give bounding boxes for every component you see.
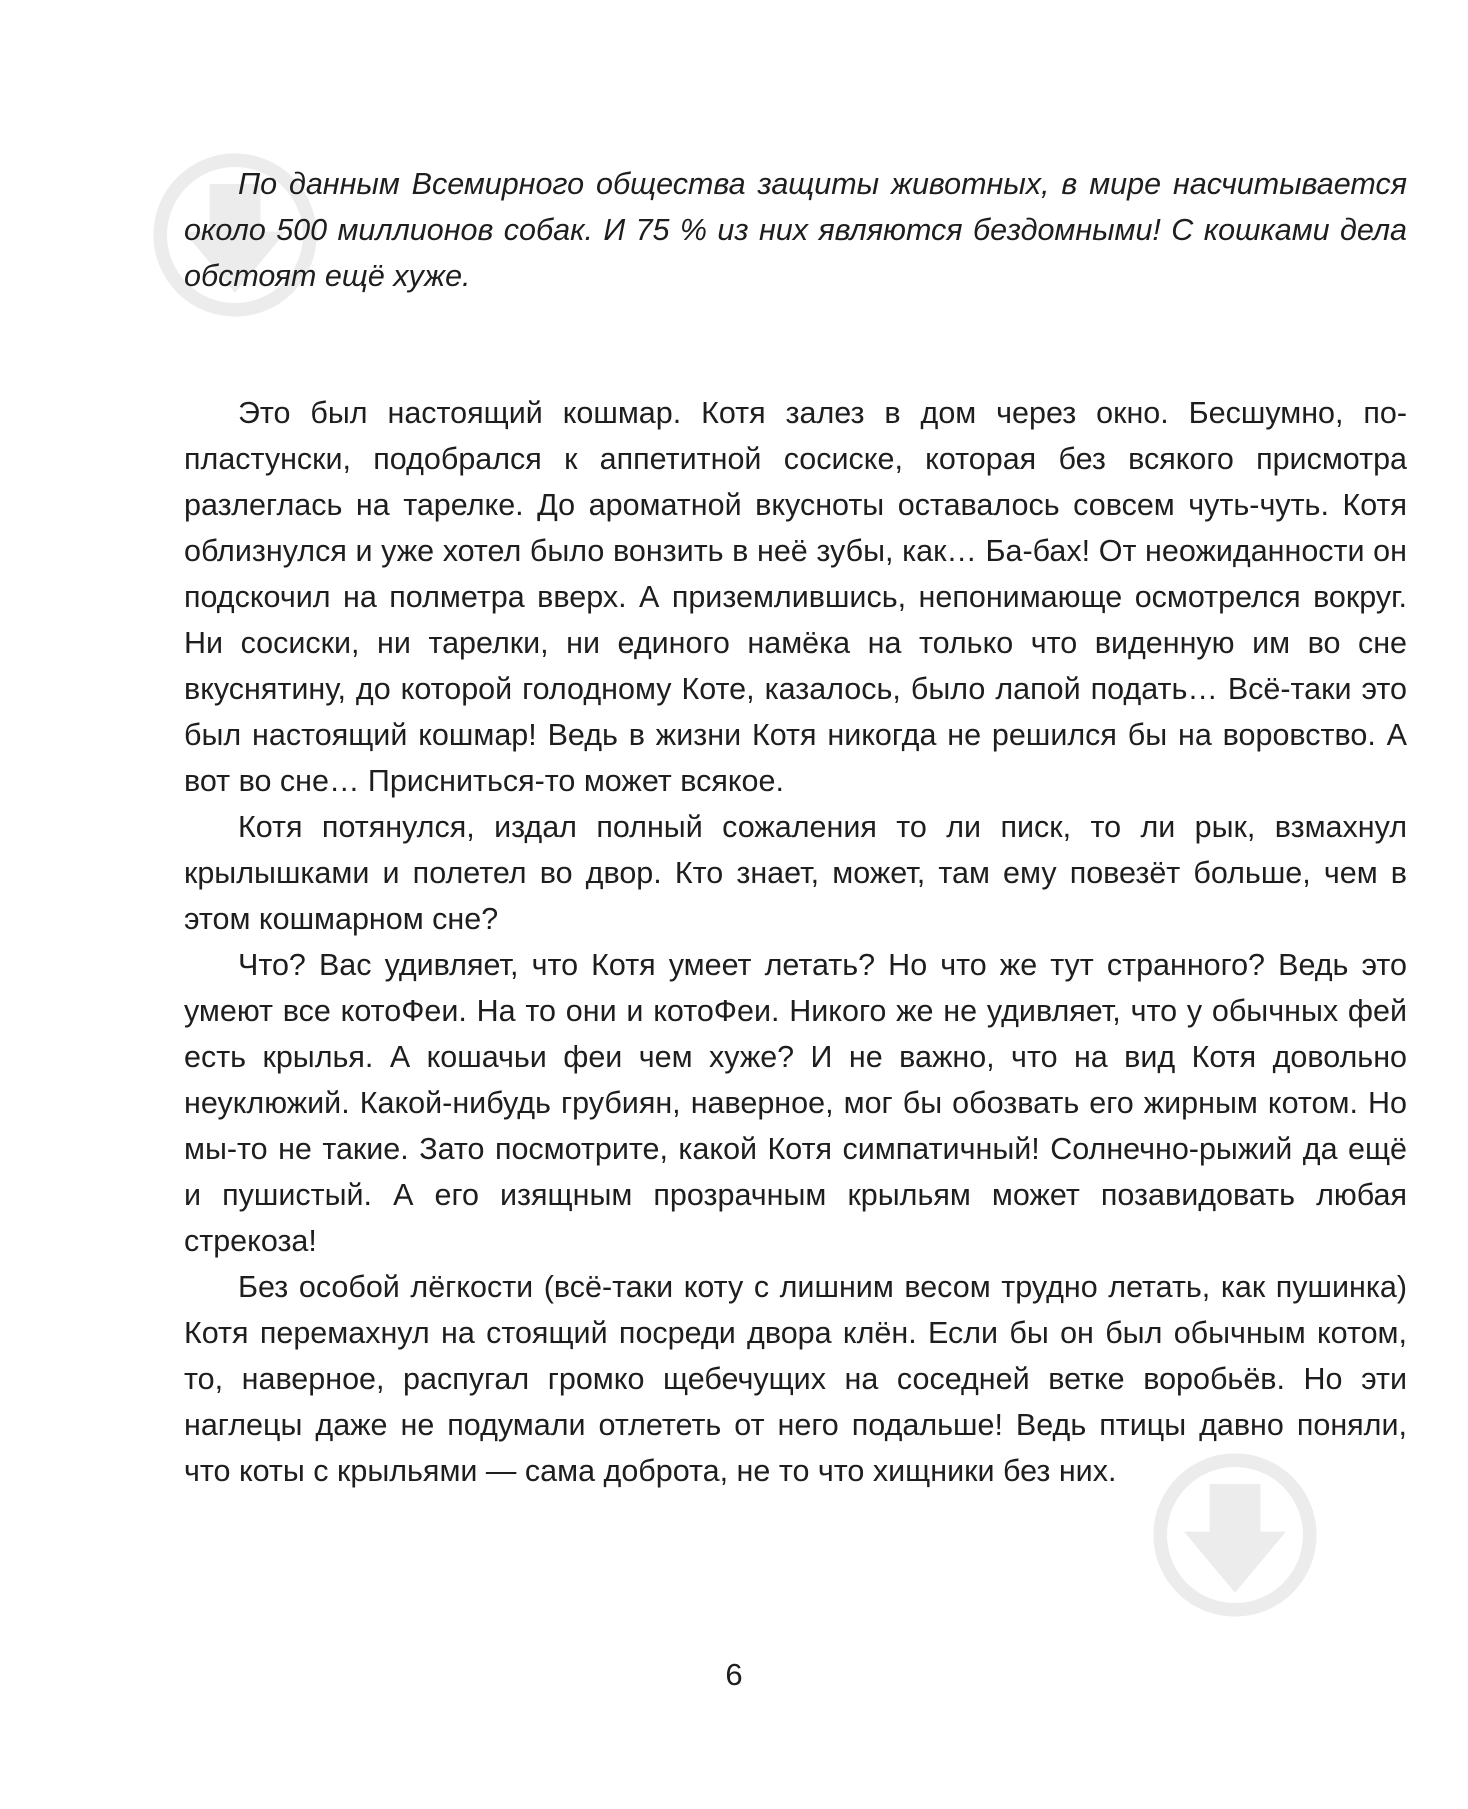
page-number: 6 xyxy=(725,1657,743,1692)
intro-fact: По данным Всемирного общества защиты животных, в мире насчитывается около 500 миллионов собак. И 75 % из них являются бездомными! С кошками дела обстоят ещё хуже. xyxy=(184,167,1407,293)
paragraph: Котя потянулся, издал полный сожаления то ли писк, то ли рык, взмахнул крылышками и полетел во двор. Кто знает, может, там ему повезёт больше, чем в этом кошмарном сне? xyxy=(184,810,1407,936)
story-text xyxy=(184,390,1407,1494)
paragraph: Это был настоящий кошмар. Котя залез в дом через окно. Бесшумно, по-пластунски, подобрался к аппетитной сосиске, которая без всякого присмотра разлеглась на тарелке. До ароматной вкусноты оставалось совсем чуть-чуть. Котя облизнулся и уже хотел было вонзить в неё зубы, как… Ба-бах! От неожиданности он подскочил на полметра вверх. А приземлившись, непонимающе осмотрелся вокруг. Ни сосиски, ни тарелки, ни единого намёка на только что виденную им во сне вкуснятину, до которой голодному Коте, казалось, было лапой подать… Всё-таки это был настоящий кошмар! Ведь в жизни Котя никогда не решился бы на воровство. А вот во сне… Присниться-то может всякое. xyxy=(184,396,1407,798)
paragraph: Что? Вас удивляет, что Котя умеет летать? Но что же тут странного? Ведь это умеют все котоФеи. На то они и котоФеи. Никого же не удивляет, что у обычных фей есть крылья. А кошачьи феи чем хуже? И не важно, что на вид Котя довольно неуклюжий. Какой-нибудь грубиян, наверное, мог бы обозвать его жирным котом. Но мы-то не такие. Зато посмотрите, какой Котя симпатичный! Солнечно-рыжий да ещё и пушистый. А его изящным прозрачным крыльям может позавидовать любая стрекоза! xyxy=(184,948,1407,1258)
paragraph: Без особой лёгкости (всё-таки коту с лишним весом трудно летать, как пушинка) Котя перемахнул на стоящий посреди двора клён. Если бы он был обычным котом, то, наверное, распугал громко щебечущих на соседней ветке воробьёв. Но эти наглецы даже не подумали отлететь от него подальше! Ведь птицы давно поняли, что коты с крыльями — сама доброта, не то что хищники без них. xyxy=(184,1270,1407,1488)
